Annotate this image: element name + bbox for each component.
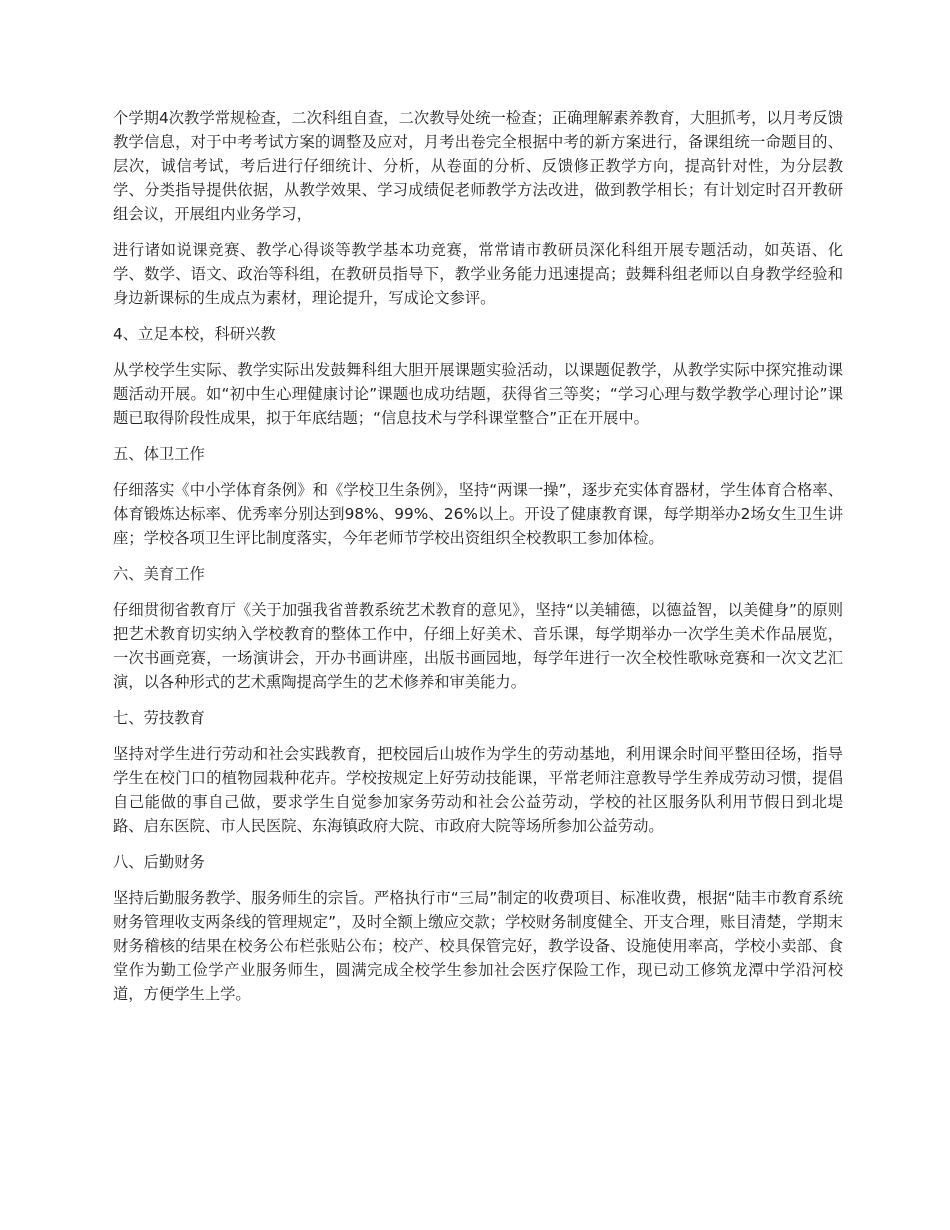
paragraph-research: 从学校学生实际、教学实际出发鼓舞科组大胆开展课题实验活动，以课题促教学，从教学实际中探究推动课题活动开展。如“初中生心理健康讨论”课题也成功结题，获得省三等奖；“学习心理与数学教学心理讨论”课题已取得阶段性成果，拟于年底结题；“信息技术与学科课堂整合”正在开展中。 (113, 361, 843, 427)
paragraph-teaching-competitions: 进行诸如说课竞赛、教学心得谈等教学基本功竞赛，常常请市教研员深化科组开展专题活动，如英语、化学、数学、语文、政治等科组，在教研员指导下，教学业务能力迅速提高；鼓舞科组老师以自身教学经验和身边新课标的生成点为素材，理论提升，写成论文参评。 (113, 241, 843, 307)
document-page (113, 106, 843, 1018)
paragraph-labor-education: 坚持对学生进行劳动和社会实践教育，把校园后山坡作为学生的劳动基地，利用课余时间平整田径场，指导学生在校门口的植物园栽种花卉。学校按规定上好劳动技能课，平常老师注意教导学生养成劳动习惯，提倡自己能做的事自己做，要求学生自觉参加家务劳动和社会公益劳动，学校的社区服务队利用节假日到北堤路、启东医院、市人民医院、东海镇政府大院、市政府大院等场所参加公益劳动。 (113, 745, 843, 835)
heading-sports-health: 五、体卫工作 (113, 445, 205, 463)
paragraph-routine-inspection: 个学期4次教学常规检查，二次科组自查，二次教导处统一检查；正确理解素养教育，大胆抓考，以月考反馈教学信息，对于中考考试方案的调整及应对，月考出卷完全根据中考的新方案进行，备课组统一命题目的、层次，诚信考试，考后进行仔细统计、分析，从卷面的分析、反馈修正教学方向，提高针对性，为分层教学、分类指导提供依据，从教学效果、学习成绩促老师教学方法改进，做到教学相长；有计划定时召开教研组会议，开展组内业务学习， (113, 109, 843, 223)
heading-labor-education: 七、劳技教育 (113, 709, 205, 727)
heading-research: 4、立足本校，科研兴教 (113, 325, 276, 343)
paragraph-aesthetic-education: 仔细贯彻省教育厅《关于加强我省普教系统艺术教育的意见》，坚持“以美辅德，以德益智，以美健身”的原则把艺术教育切实纳入学校教育的整体工作中，仔细上好美术、音乐课，每学期举办一次学生美术作品展览，一次书画竞赛，一场演讲会，开办书画讲座，出版书画园地，每学年进行一次全校性歌咏竞赛和一次文艺汇演，以各种形式的艺术熏陶提高学生的艺术修养和审美能力。 (113, 601, 843, 691)
heading-logistics-finance: 八、后勤财务 (113, 853, 205, 871)
paragraph-logistics-finance: 坚持后勤服务教学、服务师生的宗旨。严格执行市“三局”制定的收费项目、标准收费，根据“陆丰市教育系统财务管理收支两条线的管理规定”，及时全额上缴应交款；学校财务制度健全、开支合理，账目清楚，学期末财务稽核的结果在校务公布栏张贴公布；校产、校具保管完好，教学设备、设施使用率高，学校小卖部、食堂作为勤工俭学产业服务师生，圆满完成全校学生参加社会医疗保险工作，现已动工修筑龙潭中学沿河校道，方便学生上学。 (113, 889, 843, 1003)
heading-aesthetic-education: 六、美育工作 (113, 565, 205, 583)
paragraph-sports-health: 仔细落实《中小学体育条例》和《学校卫生条例》，坚持“两课一操”，逐步充实体育器材，学生体育合格率、体育锻炼达标率、优秀率分别达到98%、99%、26%以上。开设了健康教育课，每学期举办2场女生卫生讲座；学校各项卫生评比制度落实，今年老师节学校出资组织全校教职工参加体检。 (113, 481, 843, 547)
